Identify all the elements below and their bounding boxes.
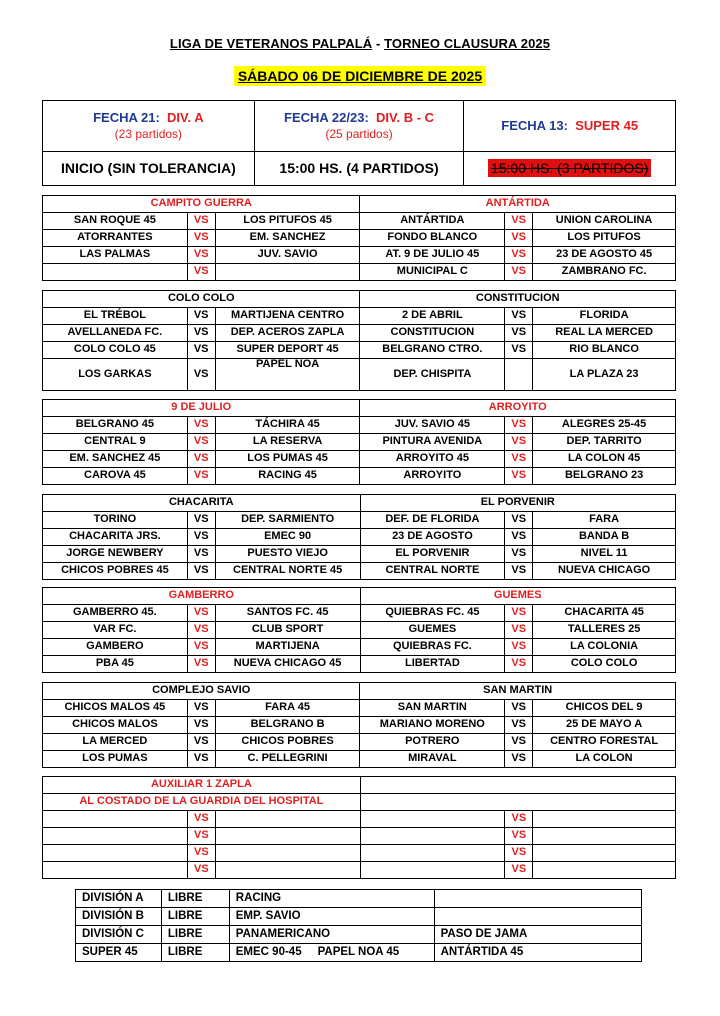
away-team: CENTRO FORESTAL [533, 734, 676, 751]
vs-label: VS [187, 622, 215, 639]
home-team: SAN MARTIN [360, 700, 505, 717]
venue-name-right: SAN MARTIN [360, 683, 676, 700]
fechas-header-table [42, 100, 676, 186]
vs-label: VS [187, 230, 215, 247]
away-team: CLUB SPORT [215, 622, 360, 639]
home-team: LOS PUMAS [43, 751, 188, 768]
home-team: MIRAVAL [360, 751, 505, 768]
vs-label: VS [505, 751, 533, 768]
away-team: MARTIJENA [215, 639, 360, 656]
vs-label: VS [505, 213, 533, 230]
home-team: LAS PALMAS [43, 247, 188, 264]
away-team: JUV. SAVIO [215, 247, 360, 264]
vs-label: VS [505, 605, 533, 622]
away-team: DEP. SARMIENTO [215, 512, 360, 529]
venue-name-left: COMPLEJO SAVIO [43, 683, 360, 700]
home-team: ATORRANTES [43, 230, 188, 247]
vs-label: VS [187, 264, 215, 281]
vs-label: VS [187, 213, 215, 230]
away-team: NUEVA CHICAGO [533, 563, 676, 580]
match-row [43, 342, 676, 359]
home-team: ARROYITO [360, 468, 505, 485]
libre-label: LIBRE [161, 908, 229, 926]
match-row [43, 546, 676, 563]
away-team: LA RESERVA [215, 434, 360, 451]
vs-label: VS [187, 451, 215, 468]
libre-row [76, 926, 642, 944]
vs-label: VS [187, 734, 215, 751]
away-team: 23 DE AGOSTO 45 [533, 247, 676, 264]
away-team: ZAMBRANO FC. [533, 264, 676, 281]
home-team: LA MERCED [43, 734, 188, 751]
away-team: EMEC 90 [215, 529, 360, 546]
vs-label: VS [505, 247, 533, 264]
fecha-div-bc: FECHA 22/23: DIV. B - C (25 partidos) [254, 101, 464, 152]
title-separator: - [372, 36, 385, 51]
match-row [43, 451, 676, 468]
away-team: CHACARITA 45 [533, 605, 676, 622]
home-team: GAMBERO [43, 639, 188, 656]
home-team: TORINO [43, 512, 188, 529]
home-team: CHICOS POBRES 45 [43, 563, 188, 580]
away-team: REAL LA MERCED [533, 325, 676, 342]
vs-label: VS [187, 845, 215, 862]
libre-label: LIBRE [161, 890, 229, 908]
away-team: FLORIDA [533, 308, 676, 325]
vs-label: VS [187, 811, 215, 828]
fecha-div-bc-count: (25 partidos) [325, 127, 393, 142]
inicio-label: INICIO (SIN TOLERANCIA) [43, 152, 255, 186]
vs-label: VS [505, 845, 533, 862]
away-team: LA COLON 45 [533, 451, 676, 468]
time-super45: 15:00 HS. (3 PARTIDOS) [464, 152, 676, 186]
away-team: RACING 45 [215, 468, 360, 485]
venue-name-right: GUEMES [360, 588, 675, 605]
match-row [43, 512, 676, 529]
vs-label: VS [187, 700, 215, 717]
away-team: ALEGRES 25-45 [533, 417, 676, 434]
venue-name-right: CONSTITUCION [360, 291, 676, 308]
vs-label: VS [187, 468, 215, 485]
venue-section-table [42, 290, 676, 391]
home-team: AVELLANEDA FC. [43, 325, 188, 342]
home-team: CONSTITUCION [360, 325, 505, 342]
home-team: COLO COLO 45 [43, 342, 188, 359]
match-row [43, 417, 676, 434]
away-team: TALLERES 25 [533, 622, 676, 639]
vs-label: VS [187, 359, 215, 391]
home-team [43, 264, 188, 281]
match-row [43, 751, 676, 768]
vs-label: VS [505, 546, 533, 563]
away-team: CENTRAL NORTE 45 [215, 563, 360, 580]
vs-label: VS [505, 828, 533, 845]
match-row [43, 264, 676, 281]
home-team: JORGE NEWBERY [43, 546, 188, 563]
home-team: CHACARITA JRS. [43, 529, 188, 546]
match-row [43, 639, 676, 656]
libre-division: SUPER 45 [76, 944, 162, 962]
match-row [43, 529, 676, 546]
libre-team-2: ANTÁRTIDA 45 [434, 944, 641, 962]
home-team: EL PORVENIR [360, 546, 505, 563]
home-team: LIBERTAD [360, 656, 505, 673]
libre-team-2 [434, 890, 641, 908]
home-team: QUIEBRAS FC. 45 [360, 605, 505, 622]
libre-team-2: PASO DE JAMA [434, 926, 641, 944]
home-team: EM. SANCHEZ 45 [43, 451, 188, 468]
home-team: GUEMES [360, 622, 505, 639]
home-team: QUIEBRAS FC. [360, 639, 505, 656]
libre-team: RACING [229, 890, 434, 908]
away-team: DEP. TARRITO [533, 434, 676, 451]
vs-label: VS [187, 529, 215, 546]
home-team: CHICOS MALOS 45 [43, 700, 188, 717]
libre-label: LIBRE [161, 926, 229, 944]
vs-label: VS [505, 862, 533, 879]
auxiliar-venue: AUXILIAR 1 ZAPLA [43, 777, 361, 794]
away-team: C. PELLEGRINI [215, 751, 360, 768]
home-team: BELGRANO CTRO. [360, 342, 505, 359]
match-row [43, 247, 676, 264]
vs-label: VS [187, 563, 215, 580]
match-row [43, 700, 676, 717]
vs-label: VS [505, 308, 533, 325]
away-team: BANDA B [533, 529, 676, 546]
vs-label: VS [505, 325, 533, 342]
vs-label: VS [505, 417, 533, 434]
away-team: BELGRANO B [215, 717, 360, 734]
libre-row [76, 944, 642, 962]
venue-section-table [42, 399, 676, 485]
away-team: 25 DE MAYO A [533, 717, 676, 734]
match-row [43, 359, 676, 391]
away-team: RIO BLANCO [533, 342, 676, 359]
venue-section-table [42, 682, 676, 768]
vs-label: VS [187, 308, 215, 325]
fecha-div-a: FECHA 21: DIV. A (23 partidos) [43, 101, 255, 152]
home-team: JUV. SAVIO 45 [360, 417, 505, 434]
tournament-name: TORNEO CLAUSURA 2025 [384, 36, 551, 51]
libre-label: LIBRE [161, 944, 229, 962]
home-team: LOS GARKAS [43, 359, 188, 391]
away-team: BELGRANO 23 [533, 468, 676, 485]
home-team: DEF. DE FLORIDA [360, 512, 505, 529]
fecha-div-a-count: (23 partidos) [114, 127, 183, 142]
away-team: CHICOS POBRES [215, 734, 360, 751]
vs-label: VS [505, 342, 533, 359]
home-team: ANTÁRTIDA [360, 213, 505, 230]
vs-label: VS [505, 468, 533, 485]
venue-name-left: CHACARITA [43, 495, 361, 512]
away-team: SUPER DEPORT 45 [215, 342, 360, 359]
home-team: CAROVA 45 [43, 468, 188, 485]
match-row [43, 213, 676, 230]
home-team: BELGRANO 45 [43, 417, 188, 434]
match-row [43, 605, 676, 622]
vs-label: VS [505, 639, 533, 656]
home-team: POTRERO [360, 734, 505, 751]
away-team: LA COLONIA [533, 639, 676, 656]
venue-section-table [42, 494, 676, 580]
away-team: PAPEL NOA [215, 359, 360, 391]
libre-row [76, 908, 642, 926]
vs-label: VS [187, 862, 215, 879]
home-team: MARIANO MORENO [360, 717, 505, 734]
home-team: CHICOS MALOS [43, 717, 188, 734]
away-team: TÁCHIRA 45 [215, 417, 360, 434]
away-team: COLO COLO [533, 656, 676, 673]
vs-label: VS [505, 264, 533, 281]
venue-name-right: EL PORVENIR [360, 495, 675, 512]
vs-label: VS [187, 325, 215, 342]
vs-label: VS [187, 512, 215, 529]
home-team: 23 DE AGOSTO [360, 529, 505, 546]
libre-team-2 [434, 908, 641, 926]
away-team: CHICOS DEL 9 [533, 700, 676, 717]
venue-name-right: ANTÁRTIDA [360, 196, 676, 213]
libre-row [76, 890, 642, 908]
home-team: AT. 9 DE JULIO 45 [360, 247, 505, 264]
match-row [43, 434, 676, 451]
vs-label: VS [505, 622, 533, 639]
match-row [43, 656, 676, 673]
libre-division: DIVISIÓN B [76, 908, 162, 926]
home-team: 2 DE ABRIL [360, 308, 505, 325]
vs-label: VS [187, 717, 215, 734]
auxiliar-note: AL COSTADO DE LA GUARDIA DEL HOSPITAL [43, 794, 361, 811]
libres-table [75, 889, 642, 962]
away-team: LOS PITUFOS [533, 230, 676, 247]
league-name: LIGA DE VETERANOS PALPALÁ [169, 36, 373, 51]
away-team: FARA [533, 512, 676, 529]
home-team: DEP. CHISPITA [360, 359, 505, 391]
vs-label: VS [505, 700, 533, 717]
vs-label: VS [505, 230, 533, 247]
home-team: VAR FC. [43, 622, 188, 639]
venue-name-right: ARROYITO [360, 400, 676, 417]
away-team: MARTIJENA CENTRO [215, 308, 360, 325]
vs-label [505, 359, 533, 391]
match-row [43, 563, 676, 580]
auxiliar-table [42, 776, 676, 879]
home-team: MUNICIPAL C [360, 264, 505, 281]
venue-name-left: COLO COLO [43, 291, 360, 308]
vs-label: VS [505, 451, 533, 468]
match-row [43, 734, 676, 751]
vs-label: VS [505, 563, 533, 580]
away-team: NUEVA CHICAGO 45 [215, 656, 360, 673]
home-team: CENTRAL 9 [43, 434, 188, 451]
vs-label: VS [505, 434, 533, 451]
vs-label: VS [505, 512, 533, 529]
away-team: LOS PUMAS 45 [215, 451, 360, 468]
home-team: CENTRAL NORTE [360, 563, 505, 580]
away-team: UNION CAROLINA [533, 213, 676, 230]
match-row [43, 230, 676, 247]
match-row [43, 308, 676, 325]
home-team: FONDO BLANCO [360, 230, 505, 247]
home-team: SAN ROQUE 45 [43, 213, 188, 230]
away-team: PUESTO VIEJO [215, 546, 360, 563]
time-div-bc: 15:00 HS. (4 PARTIDOS) [254, 152, 464, 186]
venue-name-left: 9 DE JULIO [43, 400, 360, 417]
fecha-super45: FECHA 13: SUPER 45 [464, 101, 676, 152]
away-team: LA PLAZA 23 [533, 359, 676, 391]
vs-label: VS [187, 605, 215, 622]
away-team: EM. SANCHEZ [215, 230, 360, 247]
match-row [43, 717, 676, 734]
home-team: PBA 45 [43, 656, 188, 673]
home-team: GAMBERRO 45. [43, 605, 188, 622]
away-team: SANTOS FC. 45 [215, 605, 360, 622]
vs-label: VS [505, 811, 533, 828]
away-team [215, 264, 360, 281]
home-team: ARROYITO 45 [360, 451, 505, 468]
away-team: LA COLON [533, 751, 676, 768]
away-team: NIVEL 11 [533, 546, 676, 563]
libre-division: DIVISIÓN A [76, 890, 162, 908]
match-row [43, 468, 676, 485]
vs-label: VS [187, 639, 215, 656]
vs-label: VS [187, 546, 215, 563]
libre-team: EMP. SAVIO [229, 908, 434, 926]
vs-label: VS [187, 247, 215, 264]
vs-label: VS [505, 734, 533, 751]
away-team: FARA 45 [215, 700, 360, 717]
vs-label: VS [505, 656, 533, 673]
document-title [0, 36, 720, 51]
vs-label: VS [187, 434, 215, 451]
vs-label: VS [505, 717, 533, 734]
libre-team: EMEC 90-45 PAPEL NOA 45 [229, 944, 434, 962]
venue-section-table [42, 587, 676, 673]
venue-name-left: CAMPITO GUERRA [43, 196, 360, 213]
vs-label: VS [187, 417, 215, 434]
away-team: DEP. ACEROS ZAPLA [215, 325, 360, 342]
away-team: LOS PITUFOS 45 [215, 213, 360, 230]
libre-division: DIVISIÓN C [76, 926, 162, 944]
libre-team: PANAMERICANO [229, 926, 434, 944]
vs-label: VS [505, 529, 533, 546]
match-date: SÁBADO 06 DE DICIEMBRE DE 2025 [234, 66, 486, 86]
venue-section-table [42, 195, 676, 281]
vs-label: VS [187, 751, 215, 768]
home-team: PINTURA AVENIDA [360, 434, 505, 451]
match-row [43, 622, 676, 639]
venue-name-left: GAMBERRO [43, 588, 361, 605]
vs-label: VS [187, 656, 215, 673]
vs-label: VS [187, 342, 215, 359]
home-team: EL TRÉBOL [43, 308, 188, 325]
vs-label: VS [187, 828, 215, 845]
match-row [43, 325, 676, 342]
